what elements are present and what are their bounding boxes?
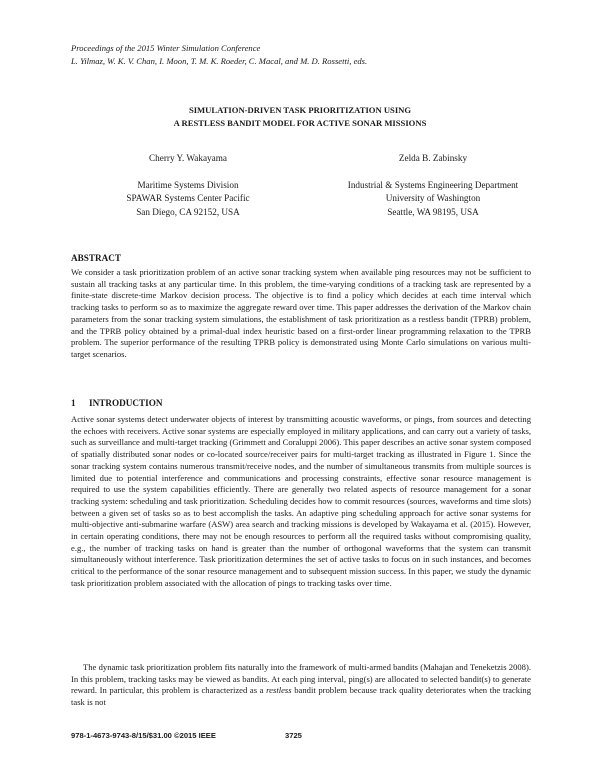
author-affiliation-line: SPAWAR Systems Center Pacific — [126, 193, 250, 203]
abstract-text: We consider a task prioritization problem of an active sonar tracking system when available ping resources may not be sufficient to sustain all tracking tasks at any particular time. In this problem, the time-varying conditions of a tracking task are represented by a finite-state discrete-time Markov decision process. The objective is to find a policy which decides at each time interval which tracking tasks to perform so as to maximize the aggregate reward over time. This paper addresses the derivation of the Markov chain parameters from the sonar tracking system simulations, the establishment of task prioritization as a restless bandit (TPRB) problem, and the TPRB policy obtained by a primal-dual index heuristic based on a first-order linear programming relaxation to the TPRB problem. The superior performance of the resulting TPRB policy is demonstrated using Monte Carlo simulations on various multi-target scenarios. — [71, 267, 531, 359]
page-number: 3725 — [285, 731, 302, 740]
paragraph-text: bandit problem because track quality deteriorates when the tracking task is not — [71, 685, 532, 708]
author-block-1 — [58, 152, 318, 219]
footer-isbn: 978-1-4673-9743-8/15/$31.00 ©2015 IEEE — [71, 731, 216, 740]
proceedings-header — [71, 42, 541, 68]
author-affiliation-line: Maritime Systems Division — [137, 179, 239, 190]
author-affiliation-line: San Diego, CA 92152, USA — [136, 206, 240, 217]
author-block-2 — [303, 152, 563, 219]
introduction-heading — [71, 397, 163, 410]
section-title: INTRODUCTION — [89, 398, 163, 408]
author-affiliation-line: University of Washington — [385, 193, 481, 203]
author-name: Cherry Y. Wakayama — [149, 153, 227, 163]
emphasis-text: restless — [266, 685, 292, 696]
section-number: 1 — [71, 398, 76, 408]
author-name: Zelda B. Zabinsky — [398, 153, 468, 163]
editors-line: L. Yilmaz, W. K. V. Chan, I. Moon, T. M. K. Roeder, C. Macal, and M. D. Rossetti, eds. — [71, 56, 368, 66]
title-line-1: SIMULATION-DRIVEN TASK PRIORITIZATION USING — [188, 105, 412, 115]
author-affiliation-line: Seattle, WA 98195, USA — [387, 206, 479, 217]
proceedings-line: Proceedings of the 2015 Winter Simulation Conference — [71, 43, 261, 53]
author-affiliation-line: Industrial & Systems Engineering Department — [347, 179, 519, 190]
abstract-heading: ABSTRACT — [71, 253, 122, 263]
paragraph-text: The dynamic task prioritization problem fits naturally into the framework of multi-armed bandits (Mahajan and Teneketzis 2008). In this problem, tracking tasks may be viewed as bandits. At each ping interval, ping(s) are allocated to selected bandit(s) to generate reward. In particular, this problem is characterized as a — [71, 662, 531, 696]
introduction-paragraph-2 — [71, 662, 531, 709]
title-line-2: A RESTLESS BANDIT MODEL FOR ACTIVE SONAR MISSIONS — [173, 118, 427, 128]
introduction-paragraph-1: Active sonar systems detect underwater objects of interest by transmitting acoustic waveforms, or pings, from sources and detecting the echoes with receivers. Active sonar systems are especially employed in military applications, and can carry out a variety of tasks, such as surveillance and multi-target tracking (Grimmett and Coraluppi 2006). This paper describes an active sonar system composed of spatially distributed sonar nodes or co-located source/receiver pairs for multi-target tracking as illustrated in Figure 1. Since the sonar tracking system contains numerous transmit/receive nodes, and the number of simultaneous transmits from multiple sources is limited due to potential interference and communications and processing constraints, effective sonar resource management is required to use the system capabilities efficiently. There are generally two related aspects of resource management for a sonar tracking system: scheduling and task prioritization. Scheduling decides how to commit resources (sources, waveforms and time slots) between a given set of tasks so as to best accomplish the tasks. An adaptive ping scheduling approach for active sonar systems for multi-objective anti-submarine warfare (ASW) area search and tracking missions is developed by Wakayama et al. (2015). However, in certain operating conditions, there may not be enough resources to perform all the required tasks without compromising quality, e.g., the number of tracking tasks on hand is greater than the number of orthogonal waveforms that the system can transmit simultaneously without interference. Task prioritization determines the set of active tasks to focus on in such instances, and becomes critical to the performance of the sonar resource management and to subsequent mission success. In this paper, we study the dynamic task prioritization problem associated with the allocation of pings to tracking tasks over time. — [71, 414, 531, 588]
paper-title — [60, 104, 540, 130]
